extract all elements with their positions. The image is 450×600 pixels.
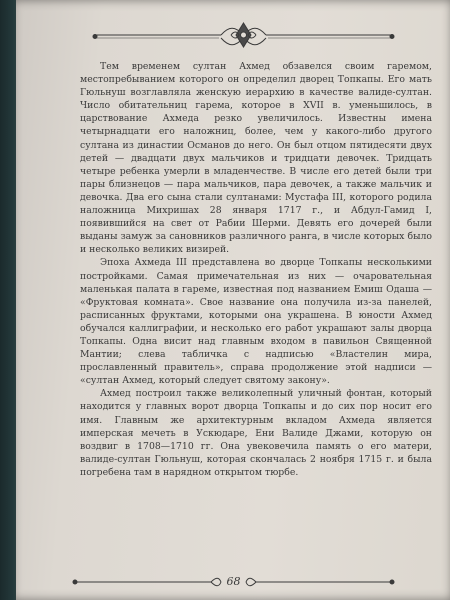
- book-page: [16, 0, 450, 600]
- footer: [71, 573, 396, 591]
- ornament-top-icon: [91, 20, 396, 50]
- paragraph-3: Ахмед построил также великолепный уличный фонтан, который находится у главных ворот дворца Топкапы и до сих пор носит его имя. Главным же архитектурным вкладом Ахмеда является имперская мечеть в Ускюдаре, Ени Валиде Джами, которую он воздвиг в 1708—1710 гг. Она увековечила память о его матери, валиде-султан Гюльнуш, которая скончалась 2 ноября 1715 г. и была погребена там в нарядном открытом тюрбе.: [80, 388, 432, 478]
- page-body-text: [80, 60, 432, 479]
- paragraph-2: Эпоха Ахмеда III представлена во дворце Топкапы несколькими постройками. Самая примечательная из них — очаровательная маленькая палата в гареме, известная под названием Емиш Одаша — «Фруктовая комната». Свое название она получила из-за панелей, расписанных фруктами, которыми она украшена. В юности Ахмед обучался каллиграфии, и несколько его работ украшают залы дворца Топкапы. Одна висит над главным входом в павильон Священной Мантии; слева табличка с надписью «Властелин мира, прославленный правитель», справа продолжение этой надписи — «султан Ахмед, который следует святому закону».: [80, 257, 432, 387]
- paragraph-1: Тем временем султан Ахмед обзавелся своим гаремом, местопребыванием которого он определил дворец Топкапы. Его мать Гюльнуш возглавляла женскую иерархию в качестве валиде-султан. Число обитательниц гарема, которое в XVII в. уменьшилось, в царствование Ахмеда резко увеличилось. Известны имена четырнадцати его наложниц, более, чем у какого-либо другого султана из династии Османов до него. Он был отцом пятидесяти двух детей — двадцати двух мальчиков и тридцати девочек. Тридцать четыре ребенка умерли в младенчестве. В числе его детей были три пары близнецов — пара мальчиков, пара девочек, а также мальчик и девочка. Два его сына стали султанами: Мустафа III, которого родила наложница Михришах 28 января 1717 г., и Абдул-Гамид I, появившийся на свет от Рабии Шерми. Девять его дочерей были выданы замуж за сановников различного ранга, в числе которых было и несколько великих визирей.: [80, 61, 432, 256]
- page-number: 68: [226, 575, 241, 588]
